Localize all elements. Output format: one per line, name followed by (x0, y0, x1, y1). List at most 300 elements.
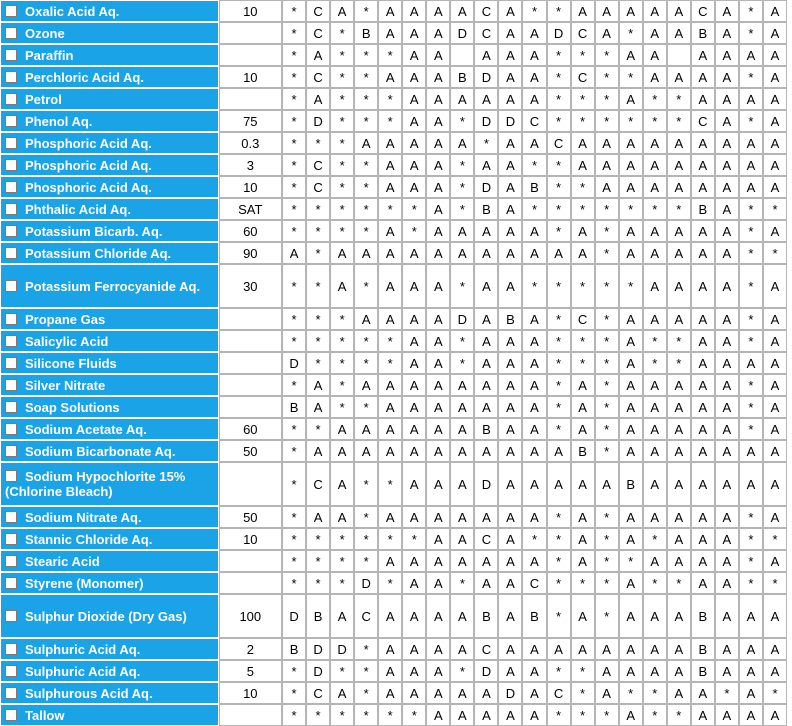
rating-cell: A (763, 44, 787, 66)
rating-cell: D (450, 308, 474, 330)
rating-cell: C (306, 682, 330, 704)
table-row (0, 462, 787, 506)
rating-cell: * (450, 176, 474, 198)
rating-cell: A (522, 418, 546, 440)
chemical-name: Sodium Acetate Aq. (25, 421, 147, 437)
row-checkbox[interactable] (5, 203, 17, 215)
chemical-name: Stannic Chloride Aq. (25, 531, 153, 547)
row-checkbox[interactable] (5, 643, 17, 655)
rating-cell: * (595, 440, 619, 462)
rating-cell: A (739, 440, 763, 462)
rating-cell: * (306, 198, 330, 220)
rating-cell: * (354, 198, 378, 220)
rating-cell: * (378, 352, 402, 374)
rating-cell: A (522, 638, 546, 660)
rating-cell: * (522, 198, 546, 220)
rating-cell: A (763, 374, 787, 396)
row-checkbox[interactable] (5, 115, 17, 127)
rating-cell: A (426, 66, 450, 88)
rating-cell: * (354, 638, 378, 660)
rating-cell: A (522, 132, 546, 154)
rating-cell: * (547, 418, 571, 440)
rating-cell: A (474, 308, 498, 330)
row-checkbox[interactable] (5, 335, 17, 347)
rating-cell: A (426, 594, 450, 638)
rating-cell: * (282, 0, 306, 22)
rating-cell: A (595, 462, 619, 506)
table-row (0, 242, 787, 264)
rating-cell: A (763, 132, 787, 154)
rating-cell: * (571, 198, 595, 220)
rating-cell: A (474, 220, 498, 242)
rating-cell: * (595, 506, 619, 528)
rating-cell: * (547, 660, 571, 682)
rating-cell: A (571, 154, 595, 176)
rating-cell: A (426, 110, 450, 132)
rating-cell: A (474, 88, 498, 110)
rating-cell: * (282, 66, 306, 88)
rating-cell: A (522, 462, 546, 506)
chemical-name-cell (0, 176, 219, 198)
rating-cell: * (715, 682, 739, 704)
rating-cell: * (282, 440, 306, 462)
rating-cell: * (330, 660, 354, 682)
rating-cell: A (715, 308, 739, 330)
chemical-name-cell (0, 462, 219, 506)
rating-cell: * (547, 374, 571, 396)
rating-cell: A (739, 594, 763, 638)
rating-cell: * (763, 682, 787, 704)
rating-cell: * (739, 330, 763, 352)
rating-cell: A (571, 638, 595, 660)
rating-cell: * (571, 88, 595, 110)
row-checkbox[interactable] (5, 445, 17, 457)
row-checkbox[interactable] (5, 379, 17, 391)
table-row (0, 506, 787, 528)
rating-cell: A (402, 440, 426, 462)
concentration-cell (219, 550, 282, 572)
rating-cell: C (306, 462, 330, 506)
rating-cell: * (595, 242, 619, 264)
chemical-name-cell (0, 220, 219, 242)
rating-cell: D (498, 682, 522, 704)
rating-cell: * (739, 308, 763, 330)
rating-cell: * (282, 308, 306, 330)
rating-cell: A (715, 594, 739, 638)
rating-cell: * (282, 154, 306, 176)
rating-cell: * (763, 242, 787, 264)
row-checkbox[interactable] (5, 27, 17, 39)
rating-cell: A (378, 550, 402, 572)
rating-cell: * (547, 572, 571, 594)
row-checkbox[interactable] (5, 93, 17, 105)
concentration-cell: 90 (219, 242, 282, 264)
concentration-cell: 75 (219, 110, 282, 132)
row-checkbox[interactable] (5, 159, 17, 171)
rating-cell: A (330, 594, 354, 638)
row-checkbox[interactable] (5, 181, 17, 193)
rating-cell: * (571, 352, 595, 374)
rating-cell: * (571, 660, 595, 682)
rating-cell: * (739, 110, 763, 132)
rating-cell: * (330, 88, 354, 110)
rating-cell: A (595, 176, 619, 198)
rating-cell: A (715, 396, 739, 418)
rating-cell: A (571, 506, 595, 528)
rating-cell: * (450, 264, 474, 308)
rating-cell: A (450, 506, 474, 528)
rating-cell: A (498, 330, 522, 352)
row-checkbox[interactable] (5, 533, 17, 545)
rating-cell: A (547, 638, 571, 660)
chemical-name-cell (0, 154, 219, 176)
rating-cell: A (643, 462, 667, 506)
rating-cell: A (498, 506, 522, 528)
concentration-cell (219, 572, 282, 594)
rating-cell: * (547, 66, 571, 88)
rating-cell: A (474, 396, 498, 418)
rating-cell: * (739, 22, 763, 44)
rating-cell: A (378, 220, 402, 242)
rating-cell: * (619, 198, 643, 220)
rating-cell: A (715, 110, 739, 132)
row-checkbox[interactable] (5, 687, 17, 699)
rating-cell: C (306, 66, 330, 88)
rating-cell: A (643, 264, 667, 308)
rating-cell: A (474, 44, 498, 66)
chemical-name-cell (0, 704, 219, 726)
row-checkbox[interactable] (5, 357, 17, 369)
chemical-name: Potassium Bicarb. Aq. (25, 223, 163, 239)
rating-cell: A (619, 352, 643, 374)
rating-cell: * (450, 110, 474, 132)
rating-cell: * (739, 198, 763, 220)
rating-cell: A (667, 132, 691, 154)
concentration-cell: 10 (219, 176, 282, 198)
rating-cell: A (450, 418, 474, 440)
rating-cell: A (619, 704, 643, 726)
rating-cell: A (619, 396, 643, 418)
rating-cell: * (282, 462, 306, 506)
chemical-name: Silicone Fluids (25, 355, 117, 371)
rating-cell: A (450, 594, 474, 638)
rating-cell: * (282, 44, 306, 66)
rating-cell: A (426, 330, 450, 352)
table-row (0, 198, 787, 220)
rating-cell: A (306, 44, 330, 66)
rating-cell: * (547, 220, 571, 242)
rating-cell: * (522, 154, 546, 176)
table-row (0, 0, 787, 22)
rating-cell: A (763, 660, 787, 682)
rating-cell: A (691, 330, 715, 352)
rating-cell: A (498, 154, 522, 176)
rating-cell: A (522, 88, 546, 110)
rating-cell: B (282, 396, 306, 418)
rating-cell: A (498, 572, 522, 594)
concentration-cell: 100 (219, 594, 282, 638)
rating-cell: A (378, 418, 402, 440)
rating-cell: A (643, 660, 667, 682)
rating-cell: D (474, 176, 498, 198)
rating-cell: * (354, 682, 378, 704)
rating-cell: A (643, 44, 667, 66)
rating-cell: A (450, 396, 474, 418)
row-checkbox[interactable] (5, 71, 17, 83)
table-row (0, 66, 787, 88)
rating-cell: * (450, 154, 474, 176)
rating-cell: * (378, 572, 402, 594)
rating-cell: * (450, 352, 474, 374)
rating-cell: A (402, 374, 426, 396)
rating-cell: A (739, 176, 763, 198)
rating-cell: A (498, 704, 522, 726)
row-checkbox[interactable] (5, 511, 17, 523)
rating-cell: A (619, 132, 643, 154)
chemical-name: Paraffin (25, 47, 74, 63)
chemical-name: Potassium Ferrocyanide Aq. (25, 278, 201, 294)
rating-cell: * (763, 198, 787, 220)
rating-cell: * (739, 506, 763, 528)
rating-cell: A (402, 506, 426, 528)
rating-cell: A (474, 682, 498, 704)
rating-cell: A (522, 242, 546, 264)
rating-cell: A (402, 242, 426, 264)
row-checkbox[interactable] (5, 5, 17, 17)
rating-cell: * (450, 198, 474, 220)
rating-cell: A (354, 132, 378, 154)
chemical-name-cell (0, 374, 219, 396)
rating-cell: D (474, 462, 498, 506)
chemical-name: Silver Nitrate (25, 377, 106, 393)
rating-cell: A (763, 418, 787, 440)
table-row (0, 264, 787, 308)
rating-cell: * (595, 418, 619, 440)
chemical-name: Petrol (25, 91, 62, 107)
rating-cell: * (354, 0, 378, 22)
rating-cell: A (763, 110, 787, 132)
row-checkbox[interactable] (5, 709, 17, 721)
rating-cell: * (595, 330, 619, 352)
rating-cell: * (282, 22, 306, 44)
rating-cell: A (715, 440, 739, 462)
rating-cell: A (426, 308, 450, 330)
rating-cell: * (595, 198, 619, 220)
chemical-name: Soap Solutions (25, 399, 120, 415)
rating-cell: A (498, 594, 522, 638)
rating-cell: * (450, 660, 474, 682)
rating-cell: * (282, 682, 306, 704)
row-checkbox[interactable] (5, 401, 17, 413)
chemical-name: Sodium Nitrate Aq. (25, 509, 142, 525)
rating-cell: B (691, 638, 715, 660)
concentration-cell (219, 308, 282, 330)
rating-cell: * (378, 462, 402, 506)
row-checkbox[interactable] (5, 49, 17, 61)
rating-cell: B (571, 440, 595, 462)
rating-cell: * (378, 330, 402, 352)
row-checkbox[interactable] (5, 470, 17, 482)
rating-cell: A (354, 440, 378, 462)
rating-cell: A (715, 176, 739, 198)
concentration-cell: 5 (219, 660, 282, 682)
rating-cell: A (763, 550, 787, 572)
rating-cell: A (571, 374, 595, 396)
rating-cell: A (595, 0, 619, 22)
table-row (0, 132, 787, 154)
row-checkbox[interactable] (5, 610, 17, 622)
rating-cell: C (547, 682, 571, 704)
rating-cell: A (643, 176, 667, 198)
rating-cell: * (595, 66, 619, 88)
rating-cell: A (763, 462, 787, 506)
row-checkbox[interactable] (5, 577, 17, 589)
rating-cell: A (643, 550, 667, 572)
rating-cell: A (643, 308, 667, 330)
rating-cell: * (378, 704, 402, 726)
rating-cell: A (522, 660, 546, 682)
rating-cell: A (547, 440, 571, 462)
rating-cell: A (426, 396, 450, 418)
rating-cell: A (763, 176, 787, 198)
rating-cell: A (691, 374, 715, 396)
rating-cell: A (522, 704, 546, 726)
row-checkbox[interactable] (5, 137, 17, 149)
chemical-name-cell (0, 198, 219, 220)
rating-cell: * (330, 330, 354, 352)
table-row (0, 638, 787, 660)
rating-cell: * (547, 44, 571, 66)
rating-cell: * (595, 88, 619, 110)
rating-cell: * (354, 462, 378, 506)
rating-cell: * (547, 264, 571, 308)
rating-cell: A (691, 88, 715, 110)
rating-cell: * (378, 198, 402, 220)
rating-cell: * (595, 264, 619, 308)
rating-cell: A (739, 154, 763, 176)
rating-cell: * (330, 572, 354, 594)
rating-cell: * (571, 330, 595, 352)
rating-cell: A (330, 506, 354, 528)
rating-cell: A (763, 220, 787, 242)
rating-cell: A (715, 132, 739, 154)
rating-cell: A (667, 462, 691, 506)
rating-cell: * (643, 352, 667, 374)
rating-cell: B (354, 22, 378, 44)
table-row (0, 704, 787, 726)
row-checkbox[interactable] (5, 313, 17, 325)
rating-cell: * (571, 264, 595, 308)
chemical-name: Phenol Aq. (25, 113, 93, 129)
rating-cell: * (739, 66, 763, 88)
rating-cell: A (498, 242, 522, 264)
rating-cell: C (306, 154, 330, 176)
rating-cell: A (667, 154, 691, 176)
rating-cell: A (522, 44, 546, 66)
rating-cell: A (450, 704, 474, 726)
row-checkbox[interactable] (5, 225, 17, 237)
rating-cell: * (354, 660, 378, 682)
rating-cell: A (426, 132, 450, 154)
rating-cell: * (547, 330, 571, 352)
rating-cell: * (282, 418, 306, 440)
row-checkbox[interactable] (5, 423, 17, 435)
rating-cell: A (691, 242, 715, 264)
rating-cell: A (667, 528, 691, 550)
rating-cell: C (306, 0, 330, 22)
row-checkbox[interactable] (5, 555, 17, 567)
rating-cell: A (715, 154, 739, 176)
rating-cell: * (354, 264, 378, 308)
rating-cell: * (282, 506, 306, 528)
rating-cell: A (354, 418, 378, 440)
rating-cell: A (402, 660, 426, 682)
rating-cell: * (306, 704, 330, 726)
rating-cell: B (306, 594, 330, 638)
rating-cell: * (450, 572, 474, 594)
rating-cell: B (619, 462, 643, 506)
rating-cell: * (595, 704, 619, 726)
rating-cell: * (282, 264, 306, 308)
rating-cell: A (498, 0, 522, 22)
rating-cell: * (571, 704, 595, 726)
chemical-name-cell (0, 418, 219, 440)
rating-cell: * (378, 44, 402, 66)
table-row (0, 682, 787, 704)
row-checkbox[interactable] (5, 280, 17, 292)
rating-cell: A (306, 440, 330, 462)
rating-cell: A (522, 682, 546, 704)
rating-cell: C (474, 528, 498, 550)
rating-cell: A (354, 242, 378, 264)
rating-cell: * (330, 44, 354, 66)
row-checkbox[interactable] (5, 665, 17, 677)
rating-cell: * (547, 110, 571, 132)
concentration-cell: 30 (219, 264, 282, 308)
table-row (0, 22, 787, 44)
rating-cell: * (643, 330, 667, 352)
rating-cell: A (691, 132, 715, 154)
chemical-name: Sulphur Dioxide (Dry Gas) (25, 608, 187, 624)
rating-cell: A (402, 22, 426, 44)
concentration-cell: 10 (219, 66, 282, 88)
concentration-cell: 50 (219, 440, 282, 462)
rating-cell: A (595, 660, 619, 682)
rating-cell: * (643, 110, 667, 132)
rating-cell: * (282, 660, 306, 682)
rating-cell: A (402, 88, 426, 110)
row-checkbox[interactable] (5, 247, 17, 259)
rating-cell: A (306, 396, 330, 418)
rating-cell: A (691, 264, 715, 308)
chemical-name-cell (0, 352, 219, 374)
rating-cell: A (571, 220, 595, 242)
chemical-name: Phosphoric Acid Aq. (25, 135, 152, 151)
table-row (0, 396, 787, 418)
rating-cell: A (450, 132, 474, 154)
rating-cell: A (619, 0, 643, 22)
rating-cell: A (691, 550, 715, 572)
rating-cell: C (474, 22, 498, 44)
rating-cell: A (715, 462, 739, 506)
rating-cell: A (402, 264, 426, 308)
rating-cell: A (498, 638, 522, 660)
rating-cell: A (619, 660, 643, 682)
rating-cell: A (643, 440, 667, 462)
rating-cell: * (595, 550, 619, 572)
rating-cell: A (667, 242, 691, 264)
rating-cell: A (667, 308, 691, 330)
